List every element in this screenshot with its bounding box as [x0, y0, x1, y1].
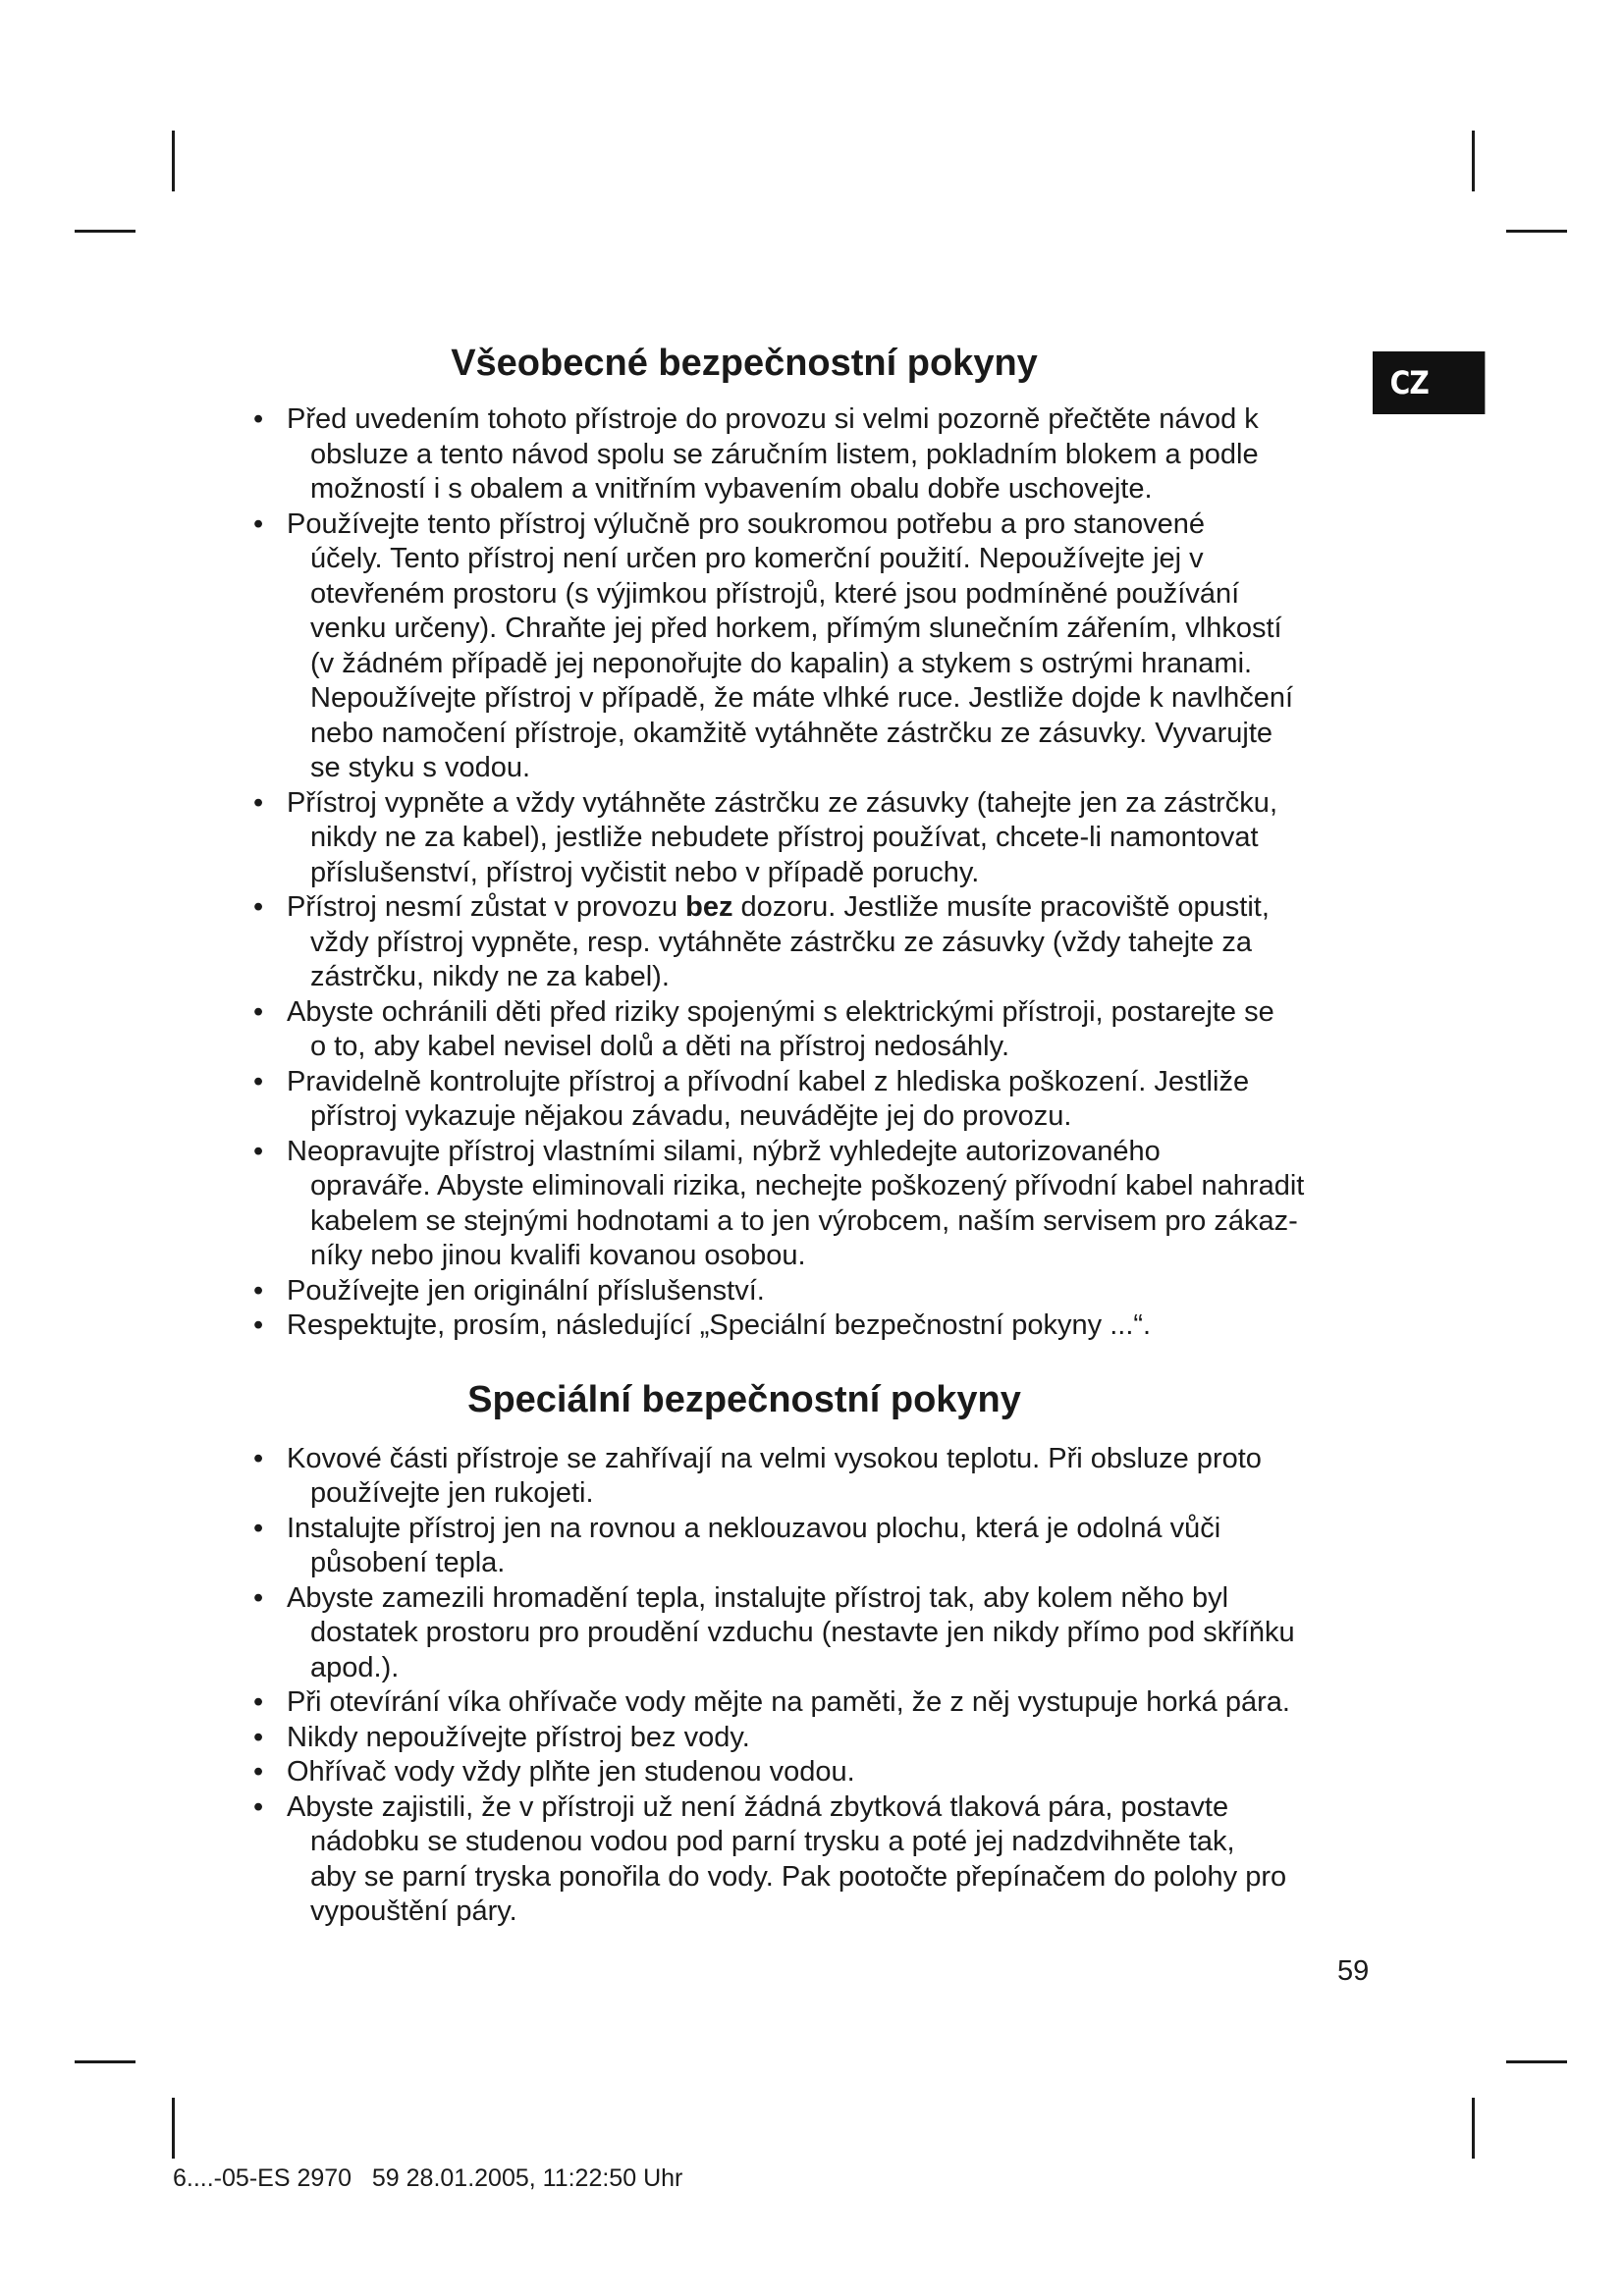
bullet-icon: •	[253, 995, 264, 1028]
list-item	[253, 1790, 1382, 1930]
list-item	[253, 1442, 1382, 1512]
list-item-line: Nikdy nepoužívejte přístroj bez vody.	[287, 1721, 750, 1753]
list-item-line: otevřeném prostoru (s výjimkou přístrojů, které jsou podmíněné používání	[310, 577, 1240, 610]
list-item-line: přístroj vykazuje nějakou závadu, neuvádějte jej do provozu.	[310, 1100, 1072, 1132]
list-item-line: vypouštění páry.	[310, 1896, 517, 1927]
list-item	[253, 1721, 1382, 1756]
list-item	[253, 1308, 1382, 1344]
list-item-line: vždy přístroj vypněte, resp. vytáhněte zástrčku ze zásuvky (vždy tahejte za	[310, 926, 1253, 958]
bullet-icon: •	[253, 507, 264, 540]
list-item-text: Přístroj nesmí zůstat v provozu	[287, 891, 686, 923]
list-item-line: venku určeny). Chraňte jej před horkem, přímým slunečním zářením, vlhkostí	[310, 613, 1282, 644]
list-item	[253, 995, 1382, 1065]
crop-mark-bottom-left-vertical	[172, 2098, 175, 2159]
bullet-icon: •	[253, 1721, 264, 1753]
list-item-line: možností i s obalem a vnitřním vybavením obalu dobře uschovejte.	[310, 473, 1153, 505]
bullet-icon: •	[253, 1135, 264, 1167]
bullet-icon: •	[253, 1274, 264, 1307]
bullet-icon: •	[253, 891, 264, 923]
list-item-line: Pravidelně kontrolujte přístroj a přívodní kabel z hlediska poškození. Jestliže	[287, 1065, 1250, 1097]
list-item	[253, 1685, 1382, 1721]
list-item-text: dozoru. Jestliže musíte pracoviště opustit,	[732, 891, 1270, 923]
list-item-line: Používejte tento přístroj výlučně pro soukromou potřebu a pro stanovené	[287, 507, 1205, 540]
emphasis-text: bez	[685, 891, 733, 923]
list-item-line: nádobku se studenou vodou pod parní trysku a poté jej nadzdvihněte tak,	[310, 1826, 1235, 1857]
list-item-line: Nepoužívejte přístroj v případě, že máte vlhké ruce. Jestliže dojde k navlhčení	[310, 682, 1294, 714]
list-item-line: obsluze a tento návod spolu se záručním listem, pokladním blokem a podle	[310, 438, 1259, 470]
language-tab: CZ	[1373, 351, 1485, 414]
list-item-line: níky nebo jinou kvalifi kovanou osobou.	[310, 1240, 806, 1271]
list-item	[253, 507, 1382, 786]
list-item-line: aby se parní tryska ponořila do vody. Pak pootočte přepínačem do polohy pro	[310, 1860, 1287, 1893]
list-item-line	[287, 890, 1382, 926]
list-item-line: o to, aby kabel nevisel dolů a děti na přístroj nedosáhly.	[310, 1031, 1010, 1062]
bullet-icon: •	[253, 1309, 264, 1341]
list-item-line: používejte jen rukojeti.	[310, 1477, 594, 1509]
list-item-line: Ohřívač vody vždy plňte jen studenou vodou.	[287, 1756, 855, 1788]
list-item-line: opraváře. Abyste eliminovali rizika, nechejte poškozený přívodní kabel nahradit	[310, 1170, 1305, 1201]
general-safety-list	[253, 402, 1382, 1344]
list-item	[253, 1135, 1382, 1274]
bullet-icon: •	[253, 1442, 264, 1474]
list-item-line: Při otevírání víka ohřívače vody mějte na paměti, že z něj vystupuje horká pára.	[287, 1686, 1290, 1718]
list-item-line: Abyste ochránili děti před riziky spojenými s elektrickými přístroji, postarejte se	[287, 995, 1274, 1028]
crop-mark-top-right-vertical	[1472, 131, 1475, 191]
bullet-icon: •	[253, 1512, 264, 1544]
list-item-line: příslušenství, přístroj vyčistit nebo v případě poruchy.	[310, 856, 980, 888]
list-item	[253, 1512, 1382, 1581]
list-item-line: Abyste zamezili hromadění tepla, instalujte přístroj tak, aby kolem něho byl	[287, 1581, 1229, 1614]
list-item	[253, 1274, 1382, 1309]
special-safety-list	[253, 1442, 1382, 1930]
crop-mark-bottom-right-horizontal	[1506, 2060, 1567, 2063]
list-item	[253, 1065, 1382, 1135]
list-item-line: Před uvedením tohoto přístroje do provozu si velmi pozorně přečtěte návod k	[287, 403, 1259, 435]
list-item	[253, 786, 1382, 891]
list-item-line: Respektujte, prosím, následující „Speciální bezpečnostní pokyny ...“.	[287, 1309, 1152, 1341]
crop-mark-bottom-right-vertical	[1472, 2098, 1475, 2159]
list-item-line: Neopravujte přístroj vlastními silami, nýbrž vyhledejte autorizovaného	[287, 1135, 1161, 1167]
list-item	[253, 402, 1382, 507]
list-item-line: Přístroj vypněte a vždy vytáhněte zástrčku ze zásuvky (tahejte jen za zástrčku,	[287, 786, 1277, 819]
bullet-icon: •	[253, 786, 264, 819]
list-item-line: nebo namočení přístroje, okamžitě vytáhněte zástrčku ze zásuvky. Vyvarujte	[310, 717, 1273, 749]
section-title-general-safety: Všeobecné bezpečnostní pokyny	[451, 343, 1038, 384]
bullet-icon: •	[253, 1065, 264, 1097]
list-item	[253, 1581, 1382, 1686]
list-item-line: kabelem se stejnými hodnotami a to jen výrobcem, naším servisem pro zákaz-	[310, 1204, 1298, 1237]
crop-mark-bottom-left-horizontal	[75, 2060, 135, 2063]
list-item	[253, 890, 1382, 995]
bullet-icon: •	[253, 403, 264, 435]
list-item-line: účely. Tento přístroj není určen pro komerční použití. Nepoužívejte jej v	[310, 543, 1204, 574]
footer-print-slug: 6....-05-ES 2970 59 28.01.2005, 11:22:50 Uhr	[173, 2164, 683, 2192]
list-item-line: působení tepla.	[310, 1547, 506, 1578]
list-item-line: apod.).	[310, 1651, 400, 1683]
bullet-icon: •	[253, 1756, 264, 1788]
list-item	[253, 1755, 1382, 1790]
list-item-line: zástrčku, nikdy ne za kabel).	[310, 961, 670, 992]
section-title-special-safety: Speciální bezpečnostní pokyny	[467, 1378, 1021, 1420]
crop-mark-top-left-horizontal	[75, 230, 135, 233]
list-item-line: Kovové části přístroje se zahřívají na velmi vysokou teplotu. Při obsluze proto	[287, 1442, 1262, 1474]
list-item-line: Instalujte přístroj jen na rovnou a neklouzavou plochu, která je odolná vůči	[287, 1512, 1221, 1544]
page-number: 59	[1337, 1955, 1370, 1987]
bullet-icon: •	[253, 1686, 264, 1718]
bullet-icon: •	[253, 1790, 264, 1823]
list-item-line: dostatek prostoru pro proudění vzduchu (nestavte jen nikdy přímo pod skříňku	[310, 1617, 1295, 1648]
bullet-icon: •	[253, 1581, 264, 1614]
list-item-line: Abyste zajistili, že v přístroji už není žádná zbytková tlaková pára, postavte	[287, 1790, 1229, 1823]
crop-mark-top-right-horizontal	[1506, 230, 1567, 233]
list-item-line: nikdy ne za kabel), jestliže nebudete přístroj používat, chcete-li namontovat	[310, 822, 1259, 853]
list-item-line: Používejte jen originální příslušenství.	[287, 1274, 765, 1307]
list-item-line: (v žádném případě jej neponořujte do kapalin) a stykem s ostrými hranami.	[310, 647, 1253, 679]
page-content	[253, 339, 1382, 1930]
crop-mark-top-left-vertical	[172, 131, 175, 191]
list-item-line: se styku s vodou.	[310, 752, 531, 783]
